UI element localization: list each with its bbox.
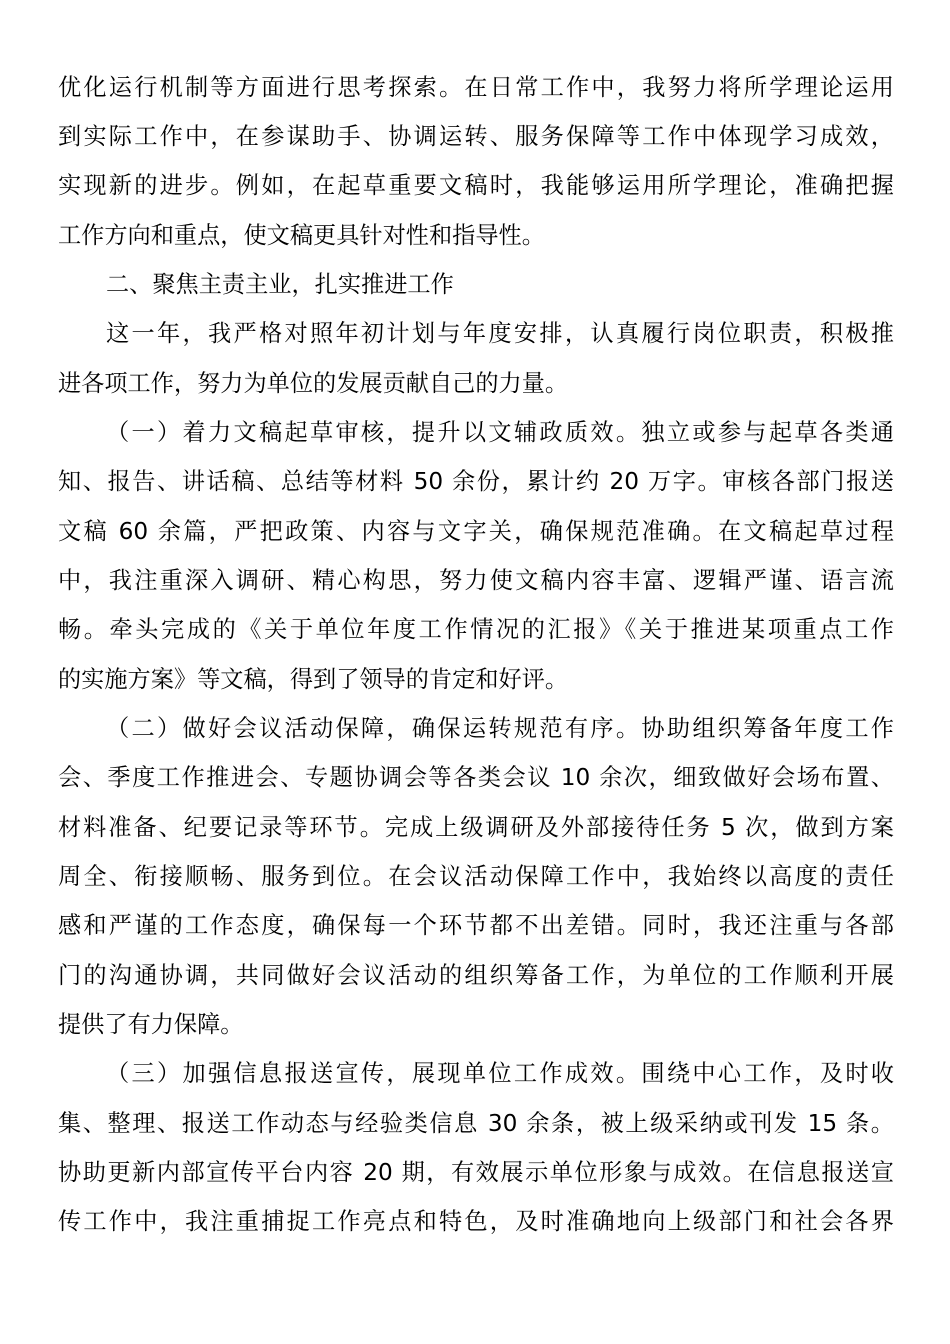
section-heading: 二、聚焦主责主业，扎实推进工作 [106, 271, 454, 298]
text-line: 这一年，我严格对照年初计划与年度安排，认真履行岗位职责，积极推 [106, 320, 894, 347]
text-line: 会、季度工作推进会、专题协调会等各类会议 10 余次，细致做好会场布置、 [58, 764, 894, 791]
text-line: 周全、衔接顺畅、服务到位。在会议活动保障工作中，我始终以高度的责任 [58, 863, 894, 890]
text-line: 实现新的进步。例如，在起草重要文稿时，我能够运用所学理论，准确把握 [58, 172, 894, 199]
text-line: 集、整理、报送工作动态与经验类信息 30 余条，被上级采纳或刊发 15 条。 [58, 1110, 894, 1137]
text-line: 优化运行机制等方面进行思考探索。在日常工作中，我努力将所学理论运用 [58, 74, 894, 101]
text-line: 知、报告、讲话稿、总结等材料 50 余份，累计约 20 万字。审核各部门报送 [58, 468, 894, 495]
subsection-heading-line: （二）做好会议活动保障，确保运转规范有序。协助组织筹备年度工作 [106, 715, 894, 742]
text-line: 到实际工作中，在参谋助手、协调运转、服务保障等工作中体现学习成效， [58, 123, 894, 150]
text-line: 的实施方案》等文稿，得到了领导的肯定和好评。 [58, 666, 569, 693]
text-line: 工作方向和重点，使文稿更具针对性和指导性。 [58, 222, 545, 249]
subsection-heading-line: （一）着力文稿起草审核，提升以文辅政质效。独立或参与起草各类通 [106, 419, 894, 446]
text-line: 提供了有力保障。 [58, 1011, 244, 1038]
text-line: 传工作中，我注重捕捉工作亮点和特色，及时准确地向上级部门和社会各界 [58, 1208, 894, 1235]
text-line: 材料准备、纪要记录等环节。完成上级调研及外部接待任务 5 次，做到方案 [58, 814, 894, 841]
subsection-heading-line: （三）加强信息报送宣传，展现单位工作成效。围绕中心工作，及时收 [106, 1060, 894, 1087]
text-line: 畅。牵头完成的《关于单位年度工作情况的汇报》《关于推进某项重点工作 [58, 616, 894, 643]
text-line: 门的沟通协调，共同做好会议活动的组织筹备工作，为单位的工作顺利开展 [58, 962, 894, 989]
text-line: 中，我注重深入调研、精心构思，努力使文稿内容丰富、逻辑严谨、语言流 [58, 567, 894, 594]
text-line: 文稿 60 余篇，严把政策、内容与文字关，确保规范准确。在文稿起草过程 [58, 518, 894, 545]
text-line: 感和严谨的工作态度，确保每一个环节都不出差错。同时，我还注重与各部 [58, 912, 894, 939]
text-line: 协助更新内部宣传平台内容 20 期，有效展示单位形象与成效。在信息报送宣 [58, 1159, 894, 1186]
text-line: 进各项工作，努力为单位的发展贡献自己的力量。 [58, 370, 569, 397]
